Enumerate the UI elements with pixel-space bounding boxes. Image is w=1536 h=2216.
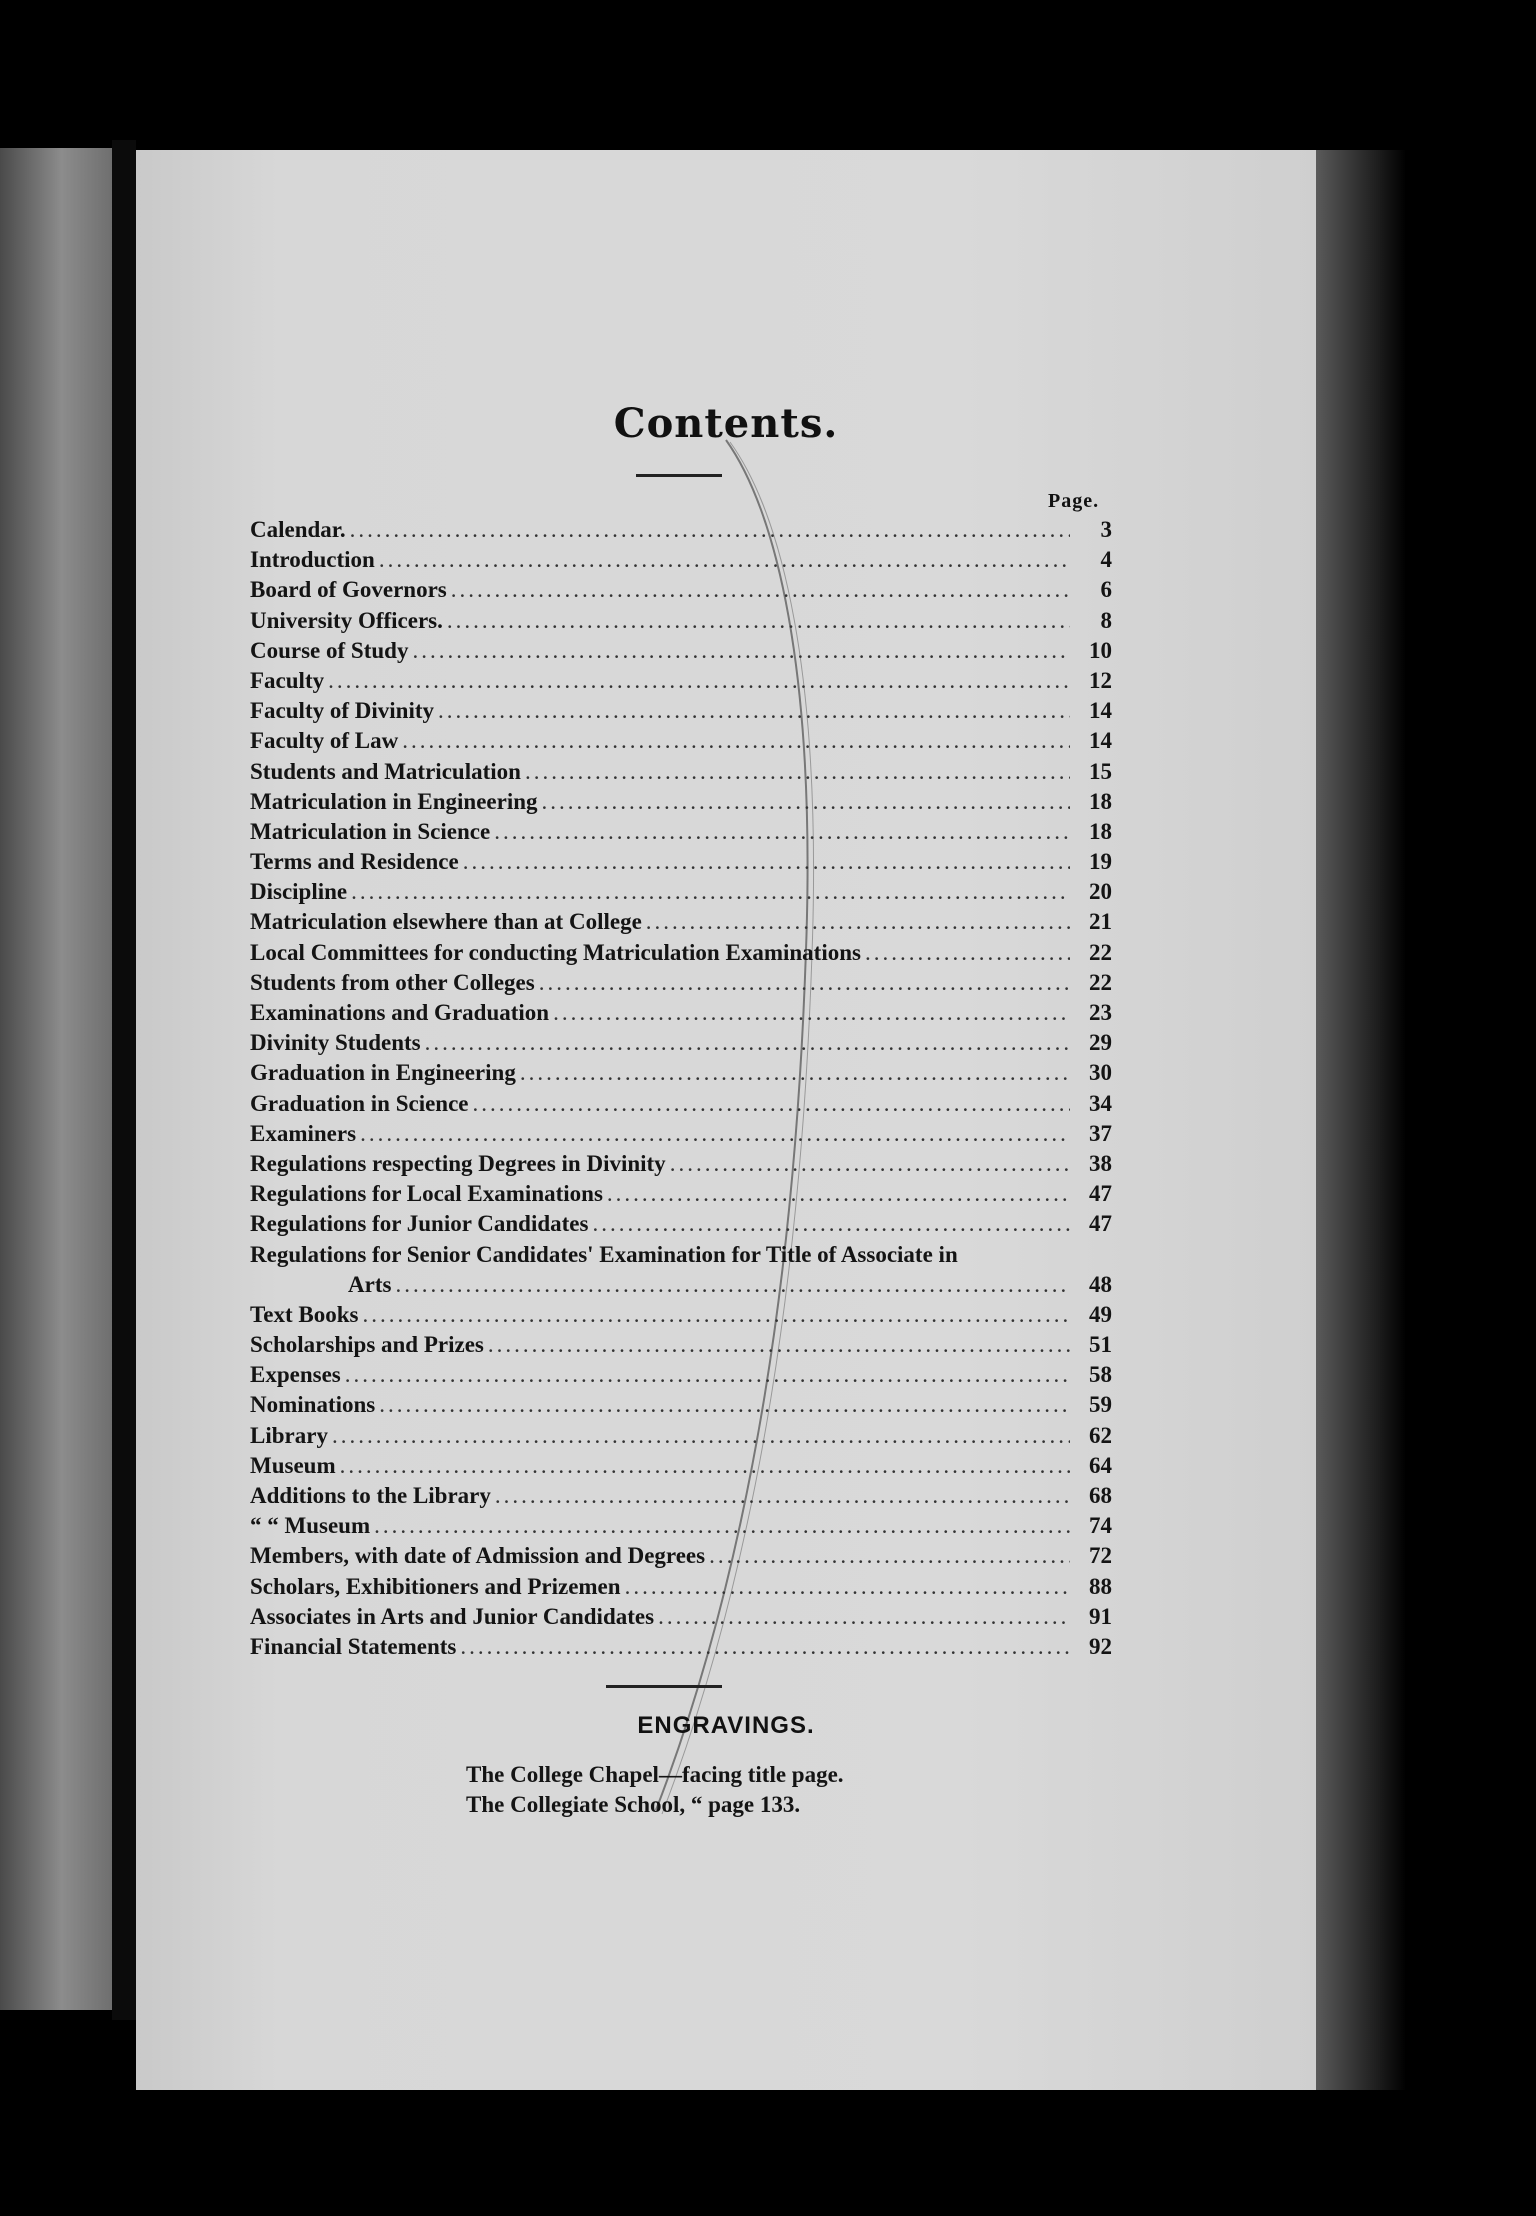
toc-entry-page: 19 xyxy=(1089,849,1112,875)
toc-entry-page: 38 xyxy=(1089,1150,1112,1176)
dot-leader xyxy=(350,515,1070,545)
toc-entry xyxy=(250,606,1112,636)
toc-entry-label: Faculty of Law xyxy=(250,728,399,754)
toc-entry-label: Museum xyxy=(250,1452,336,1478)
dot-leader xyxy=(463,847,1070,877)
page-title: Contents. xyxy=(613,400,839,447)
dot-leader xyxy=(332,1421,1070,1451)
dot-leader xyxy=(520,1058,1070,1088)
toc-entry-page: 49 xyxy=(1089,1301,1112,1327)
contents-list xyxy=(250,515,1112,1662)
dot-leader xyxy=(438,696,1070,726)
dot-leader xyxy=(345,1360,1070,1390)
toc-entry xyxy=(250,726,1112,756)
toc-entry xyxy=(250,907,1112,937)
toc-entry xyxy=(250,575,1112,605)
toc-entry-page: 14 xyxy=(1089,728,1112,754)
toc-entry-label: Financial Statements xyxy=(250,1633,457,1659)
toc-entry-page: 37 xyxy=(1089,1120,1112,1146)
toc-entry-page: 91 xyxy=(1089,1603,1112,1629)
toc-entry-label: Faculty of Divinity xyxy=(250,698,434,724)
dot-leader xyxy=(488,1330,1070,1360)
toc-entry xyxy=(250,696,1112,726)
dot-leader xyxy=(646,907,1070,937)
toc-entry-page: 6 xyxy=(1100,577,1112,603)
dot-leader xyxy=(402,726,1070,756)
toc-entry-label: Students from other Colleges xyxy=(250,969,535,995)
toc-entry-page: 72 xyxy=(1089,1543,1112,1569)
toc-entry-page: 4 xyxy=(1100,547,1112,573)
toc-entry xyxy=(250,1360,1112,1390)
toc-entry-label: Course of Study xyxy=(250,637,409,663)
toc-entry xyxy=(250,1602,1112,1632)
toc-entry xyxy=(250,1421,1112,1451)
toc-entry-page: 92 xyxy=(1089,1633,1112,1659)
toc-entry xyxy=(250,757,1112,787)
toc-entry-label: Matriculation in Engineering xyxy=(250,788,538,814)
toc-entry-label: Terms and Residence xyxy=(250,849,459,875)
toc-entry xyxy=(250,1270,1112,1300)
toc-entry-page: 18 xyxy=(1089,788,1112,814)
toc-entry xyxy=(250,998,1112,1028)
dot-leader xyxy=(670,1149,1070,1179)
toc-entry-label: Discipline xyxy=(250,879,348,905)
toc-entry-page: 20 xyxy=(1089,879,1112,905)
toc-entry-label: Regulations for Local Examinations xyxy=(250,1181,603,1207)
toc-entry xyxy=(250,1119,1112,1149)
toc-entry-label: Arts xyxy=(348,1271,392,1297)
toc-entry-label: Scholarships and Prizes xyxy=(250,1332,484,1358)
toc-entry-label: Board of Governors xyxy=(250,577,447,603)
toc-entry xyxy=(250,1149,1112,1179)
toc-entry-page: 29 xyxy=(1089,1030,1112,1056)
dot-leader xyxy=(395,1270,1070,1300)
toc-entry-label: Library xyxy=(250,1422,328,1448)
toc-entry-page: 21 xyxy=(1089,909,1112,935)
dot-leader xyxy=(592,1209,1070,1239)
book-gutter xyxy=(112,140,136,2020)
toc-entry xyxy=(250,666,1112,696)
toc-entry-label: “ “ Museum xyxy=(250,1513,371,1539)
toc-entry xyxy=(250,817,1112,847)
toc-entry-page: 30 xyxy=(1089,1060,1112,1086)
toc-entry-page: 62 xyxy=(1089,1422,1112,1448)
toc-entry xyxy=(250,1179,1112,1209)
contents-page xyxy=(136,150,1316,2090)
dot-leader xyxy=(412,636,1070,666)
toc-entry-page: 12 xyxy=(1089,667,1112,693)
toc-entry xyxy=(250,636,1112,666)
toc-entry xyxy=(250,1300,1112,1330)
toc-entry xyxy=(250,1451,1112,1481)
toc-entry xyxy=(250,1209,1112,1239)
toc-entry-page: 88 xyxy=(1089,1573,1112,1599)
toc-entry xyxy=(250,1572,1112,1602)
toc-entry-page: 22 xyxy=(1089,939,1112,965)
toc-entry-page: 14 xyxy=(1089,698,1112,724)
dot-leader xyxy=(351,877,1070,907)
toc-entry xyxy=(250,1089,1112,1119)
dot-leader xyxy=(374,1511,1070,1541)
dot-leader xyxy=(658,1602,1070,1632)
toc-entry-label: Additions to the Library xyxy=(250,1483,491,1508)
toc-entry-page: 47 xyxy=(1089,1211,1112,1237)
dot-leader xyxy=(362,1300,1070,1330)
toc-entry xyxy=(250,787,1112,817)
toc-entry xyxy=(250,877,1112,907)
dot-leader xyxy=(340,1451,1070,1481)
toc-entry xyxy=(250,1541,1112,1571)
toc-entry-page: 15 xyxy=(1089,758,1112,784)
page-edge-shadow xyxy=(1316,150,1406,2090)
dot-leader xyxy=(865,938,1070,968)
engraving-entry: The Collegiate School, “ page 133. xyxy=(466,1792,801,1817)
toc-entry xyxy=(250,1481,1112,1511)
toc-entry xyxy=(250,1058,1112,1088)
toc-entry-label: Introduction xyxy=(250,547,375,573)
toc-entry-label: Examiners xyxy=(250,1120,357,1146)
dot-leader xyxy=(328,666,1070,696)
toc-entry-label: Calendar. xyxy=(250,517,346,542)
dot-leader xyxy=(709,1541,1070,1571)
section-rule xyxy=(606,1685,722,1688)
dot-leader xyxy=(607,1179,1070,1209)
toc-entry-label: Nominations xyxy=(250,1392,376,1418)
toc-entry xyxy=(250,1028,1112,1058)
dot-leader xyxy=(451,575,1070,605)
toc-entry-label: Scholars, Exhibitioners and Prizemen xyxy=(250,1573,621,1599)
toc-entry xyxy=(250,515,1112,545)
toc-entry-label: Matriculation elsewhere than at College xyxy=(250,909,642,935)
toc-entry-label: Expenses xyxy=(250,1362,341,1388)
toc-entry-label: University Officers. xyxy=(250,607,443,633)
toc-entry-page: 22 xyxy=(1089,969,1112,995)
toc-entry-label: Faculty xyxy=(250,667,325,693)
dot-leader xyxy=(525,757,1070,787)
dot-leader xyxy=(473,1089,1070,1119)
toc-entry-label: Members, with date of Admission and Degrees xyxy=(250,1543,706,1569)
toc-entry-page: 64 xyxy=(1089,1452,1112,1478)
toc-entry-label: Regulations respecting Degrees in Divinity xyxy=(250,1150,666,1176)
dot-leader xyxy=(379,545,1070,575)
toc-entry-label: Matriculation in Science xyxy=(250,818,491,844)
dot-leader xyxy=(539,968,1070,998)
dot-leader xyxy=(553,998,1070,1028)
toc-entry-page: 48 xyxy=(1089,1271,1112,1297)
toc-entry-page: 8 xyxy=(1100,607,1112,633)
toc-entry xyxy=(250,1330,1112,1360)
toc-entry-label: Regulations for Junior Candidates xyxy=(250,1211,589,1237)
engraving-entry: The College Chapel—facing title page. xyxy=(466,1762,844,1787)
toc-entry-page: 58 xyxy=(1089,1362,1112,1388)
toc-entry xyxy=(250,1390,1112,1420)
toc-entry-page: 3 xyxy=(1100,517,1112,542)
facing-page-edge xyxy=(0,148,112,2010)
toc-entry-label: Examinations and Graduation xyxy=(250,1000,550,1025)
toc-entry xyxy=(250,1632,1112,1662)
toc-entry-label: Divinity Students xyxy=(250,1030,421,1056)
toc-entry-page: 34 xyxy=(1089,1090,1112,1116)
toc-entry-page: 59 xyxy=(1089,1392,1112,1418)
engravings-heading: ENGRAVINGS. xyxy=(637,1712,815,1739)
dot-leader xyxy=(625,1572,1070,1602)
dot-leader xyxy=(460,1632,1070,1662)
dot-leader xyxy=(495,1481,1070,1511)
dot-leader xyxy=(447,606,1070,636)
title-rule xyxy=(636,474,722,477)
toc-entry-label: Associates in Arts and Junior Candidates xyxy=(250,1603,655,1629)
toc-entry-page: 47 xyxy=(1089,1181,1112,1207)
dot-leader xyxy=(542,787,1071,817)
toc-entry-label: Text Books xyxy=(250,1301,359,1327)
toc-entry-label: Graduation in Science xyxy=(250,1090,469,1116)
dot-leader xyxy=(379,1390,1070,1420)
dot-leader xyxy=(425,1028,1070,1058)
toc-entry-page: 18 xyxy=(1089,818,1112,844)
toc-entry-page: 51 xyxy=(1089,1332,1112,1358)
toc-entry-page: 23 xyxy=(1089,1000,1112,1025)
toc-entry-page: 68 xyxy=(1089,1483,1112,1508)
toc-entry-label: Graduation in Engineering xyxy=(250,1060,516,1086)
toc-entry xyxy=(250,1240,1112,1270)
toc-entry xyxy=(250,847,1112,877)
toc-entry xyxy=(250,1511,1112,1541)
toc-entry-page: 74 xyxy=(1089,1513,1112,1539)
toc-entry xyxy=(250,545,1112,575)
toc-entry xyxy=(250,968,1112,998)
toc-entry-label: Regulations for Senior Candidates' Examination for Title of Associate in xyxy=(250,1241,958,1267)
toc-entry-page: 10 xyxy=(1089,637,1112,663)
toc-entry-label: Local Committees for conducting Matriculation Examinations xyxy=(250,939,861,965)
toc-entry xyxy=(250,938,1112,968)
dot-leader xyxy=(494,817,1070,847)
dot-leader xyxy=(360,1119,1070,1149)
toc-entry-label: Students and Matriculation xyxy=(250,758,521,784)
page-column-heading: Page. xyxy=(1048,490,1100,512)
